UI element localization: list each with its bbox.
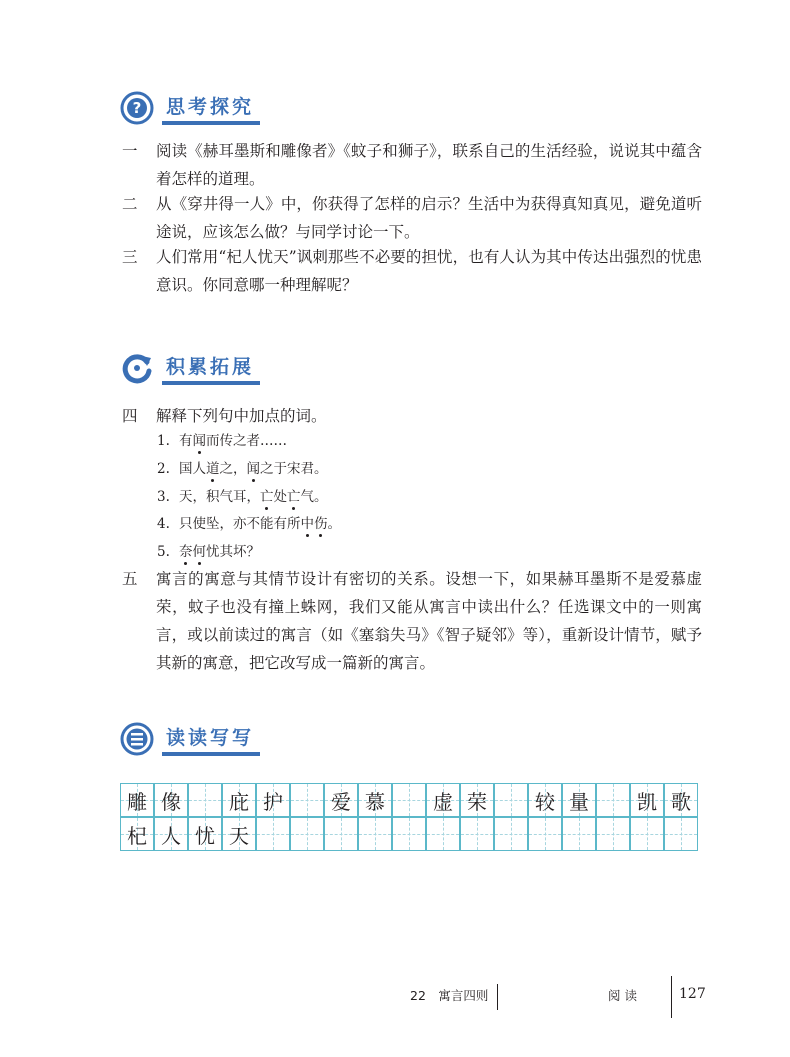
grid-character: 虚: [433, 789, 453, 814]
section-title: 思考探究: [166, 95, 255, 118]
grid-character: 爱: [331, 789, 351, 814]
question-text: 人们常用“杞人忧天”讽刺那些不必要的担忧，也有人认为其中传达出强烈的忧患意识。你同意哪一种理解呢？: [156, 248, 702, 294]
title-underline: [162, 121, 260, 125]
grid-character: 庇: [229, 789, 249, 814]
section-title: 积累拓展: [166, 355, 255, 378]
grid-cell: [256, 817, 290, 851]
grid-character: 慕: [365, 789, 385, 814]
question-3: [122, 243, 702, 299]
grid-cell: [324, 817, 358, 851]
sub-item-5: [157, 542, 260, 562]
section-title: 读读写写: [166, 726, 255, 749]
question-number: 三: [122, 248, 138, 266]
footer-divider: [497, 984, 498, 1010]
grid-cell: [358, 783, 392, 817]
grid-cell: [324, 783, 358, 817]
footer-divider: [671, 976, 672, 1018]
grid-cell: [188, 817, 222, 851]
question-text: 寓言的寓意与其情节设计有密切的关系。设想一下，如果赫耳墨斯不是爱慕虚荣，蚊子也没有撞上蛛网，我们又能从寓言中读出什么？任选课文中的一则寓言，或以前读过的寓言（如《塞翁失马》《智子疑邻》等），重新设计情节，赋予其新的寓意，把它改写成一篇新的寓言。: [156, 570, 702, 672]
grid-cell: [154, 783, 188, 817]
sub-item-number: 4.: [157, 516, 170, 532]
grid-cell: [528, 783, 562, 817]
grid-cell: [460, 783, 494, 817]
grid-cell: [154, 817, 188, 851]
section-label: 阅 读: [608, 988, 637, 1003]
grid-cell: [392, 783, 426, 817]
grid-cell: [188, 783, 222, 817]
sub-item-text: 有闻而传之者……: [179, 433, 287, 449]
question-text: 从《穿井得一人》中，你获得了怎样的启示？生活中为获得真知真见，避免道听途说，应该怎么做？与同学讨论一下。: [156, 195, 702, 241]
grid-cell: [256, 783, 290, 817]
question-5: [122, 565, 702, 677]
grid-cell: [664, 783, 698, 817]
sub-item-3: [157, 487, 328, 507]
grid-cell: [392, 817, 426, 851]
grid-cell: [664, 817, 698, 851]
grid-character: 天: [229, 823, 249, 848]
question-text: 阅读《赫耳墨斯和雕像者》《蚊子和狮子》，联系自己的生活经验，说说其中蕴含着怎样的道理。: [156, 142, 702, 188]
grid-cell: [596, 817, 630, 851]
question-icon: [120, 91, 154, 125]
grid-character: 人: [161, 823, 181, 848]
grid-character: 凯: [637, 789, 657, 814]
question-number: 四: [122, 407, 138, 425]
grid-cell: [120, 783, 154, 817]
grid-cell: [222, 817, 256, 851]
title-underline: [162, 752, 260, 756]
grid-cell: [290, 783, 324, 817]
grid-cell: [494, 817, 528, 851]
section-header-accumulate: [120, 348, 260, 388]
grid-cell: [494, 783, 528, 817]
grid-character: 量: [569, 789, 589, 814]
list-icon: [120, 722, 154, 756]
sub-item-text: 只使坠，亦不能有所中伤。: [179, 516, 341, 532]
grid-cell: [290, 817, 324, 851]
section-header-think: [120, 88, 260, 128]
grid-cell: [562, 783, 596, 817]
question-number: 五: [122, 570, 138, 588]
sub-item-4: [157, 514, 341, 534]
sub-item-number: 3.: [157, 489, 170, 505]
grid-cell: [528, 817, 562, 851]
grid-character: 护: [263, 789, 283, 814]
lesson-label: 22 寓言四则: [410, 988, 489, 1003]
question-number: 一: [122, 142, 138, 160]
sub-item-1: [157, 431, 287, 451]
grid-cell: [596, 783, 630, 817]
question-text: 解释下列句中加点的词。: [156, 407, 327, 425]
grid-cell: [630, 817, 664, 851]
grid-cell: [426, 783, 460, 817]
grid-cell: [426, 817, 460, 851]
sub-item-number: 1.: [157, 433, 170, 449]
grid-character: 荣: [467, 789, 487, 814]
page-number: 127: [679, 986, 706, 1002]
grid-cell: [358, 817, 392, 851]
question-number: 二: [122, 195, 138, 213]
section-header-vocab: [120, 719, 260, 759]
title-underline: [162, 381, 260, 385]
grid-character: 雕: [127, 789, 147, 814]
sub-item-text: 奈何忧其坏？: [179, 544, 260, 560]
grid-character: 杞: [127, 823, 147, 848]
sub-item-text: 国人道之，闻之于宋君。: [179, 461, 328, 477]
sub-item-number: 5.: [157, 544, 170, 560]
grid-cell: [222, 783, 256, 817]
grid-character: 较: [535, 789, 555, 814]
refresh-icon: [120, 351, 154, 385]
sub-item-2: [157, 459, 328, 479]
grid-character: 忧: [195, 823, 215, 848]
sub-item-text: 天，积气耳，亡处亡气。: [179, 489, 328, 505]
grid-character: 歌: [671, 789, 691, 814]
grid-cell: [120, 817, 154, 851]
grid-character: 像: [161, 789, 181, 814]
grid-cell: [562, 817, 596, 851]
sub-item-number: 2.: [157, 461, 170, 477]
question-1: [122, 137, 702, 193]
grid-cell: [630, 783, 664, 817]
question-2: [122, 190, 702, 246]
question-4: [122, 402, 702, 430]
grid-cell: [460, 817, 494, 851]
svg-text:?: ?: [132, 99, 142, 117]
